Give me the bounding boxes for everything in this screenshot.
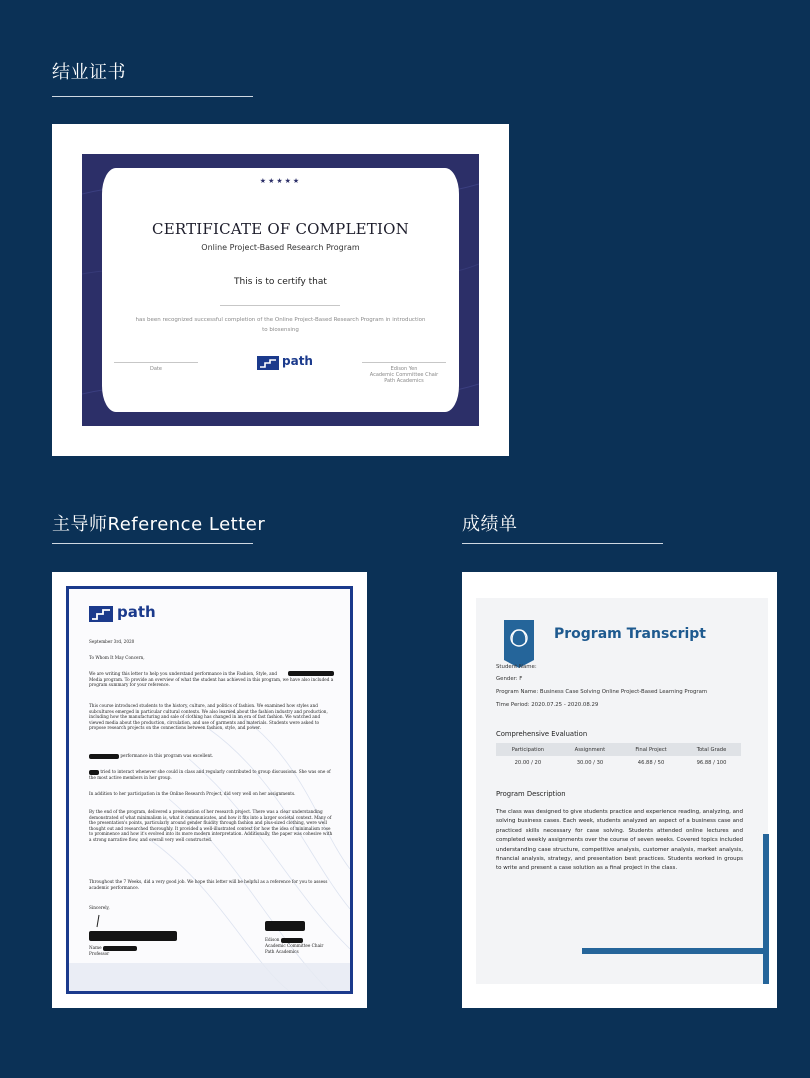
letter-date: September 3rd, 2020 (89, 639, 135, 644)
redaction-bar (281, 938, 303, 943)
name-line (220, 305, 340, 306)
letter-paragraph: tried to interact whenever she could in class and regularly contributed to group discussions. She was one of the most active members in her group. (89, 769, 331, 780)
date-line (114, 362, 198, 363)
accent-stripe (582, 948, 768, 954)
letter-paragraph: By the end of the program, delivered a presentation of her research project. There was a clear understanding demonstrated of what minimalism is, what it communicates, and how it fits into a larger societal context. Many of the presentation's points, particularly around gender fluidity through fashion and plus-sized clothing, were well thought out and researched thoroughly. It provided a well-illustrated context for how the idea of minimalism rose to prominence and how it's evolved into its more modern interpretation. Additionally, the paper was cohesive with a strong narrative flow, and overall very well constructed. (89, 809, 333, 842)
path-logo-icon (89, 606, 113, 622)
header-cell: Participation (496, 743, 560, 756)
logo-wordmark: path (282, 354, 313, 368)
evaluation-heading: Comprehensive Evaluation (496, 730, 588, 738)
description-heading: Program Description (496, 790, 566, 798)
certificate-frame (82, 154, 479, 426)
redaction-bar (288, 671, 334, 676)
redaction-bar (89, 931, 177, 941)
redaction-bar (265, 921, 305, 931)
score-cell: 30.00 / 30 (576, 760, 604, 766)
title-underline (52, 96, 253, 97)
gender-line: Gender: F (496, 676, 523, 682)
certificate-image (52, 124, 509, 456)
score-cell: 46.88 / 50 (637, 760, 665, 766)
section-title-completion: 结业证书 (52, 62, 126, 83)
path-logo (257, 354, 317, 372)
student-name-label: Student Name: (496, 664, 537, 670)
right-signer-org: Path Academics (265, 949, 299, 954)
left-signer-title: Professor (89, 951, 110, 956)
letter-footer (69, 963, 350, 991)
program-description: The class was designed to give students practice and experience reading, analyzing, and solving business cases. Each week, students analyzed an aspect of a business case and practiced skills necessary for case solving. Students attended online lectures and completed weekly assignments over the course of seven weeks. Covered topics included understanding case structure, competitive analysis, customer analysis, market analysis, financial analysis, strategy, and presentation best practices. Students worked in groups to write and present a case solution as a final project in the class. (496, 809, 743, 872)
certificate-body: has been recognized successful completion of the Online Project-Based Research Program in introduction to biosensing (135, 317, 426, 333)
table-header-row (496, 743, 741, 756)
redaction-bar (89, 754, 119, 759)
right-signer-name: Edison (265, 937, 303, 943)
section-title-reference: 主导师Reference Letter (52, 514, 266, 535)
letter-paragraph: performance in this program was excellent. (89, 753, 334, 759)
reference-letter-image (52, 572, 367, 1008)
laurel-badge-icon (504, 620, 534, 668)
certificate-title: CERTIFICATE OF COMPLETION (152, 220, 409, 238)
accent-bar (763, 834, 769, 984)
transcript-title: Program Transcript (554, 626, 706, 642)
letter-paragraph: Throughout the 7 Weeks, did a very good job. We hope this letter will be helpful as a reference for you to assess academic performance. (89, 879, 328, 890)
section-title-transcript: 成绩单 (462, 514, 518, 535)
time-period-line: Time Period: 2020.07.25 - 2020.08.29 (496, 702, 599, 708)
letter-closing: Sincerely, (89, 905, 110, 910)
table-row (496, 756, 741, 770)
program-name-line: Program Name: Business Case Solving Online Project-Based Learning Program (496, 689, 708, 695)
signature-line (362, 362, 446, 363)
letter-salutation: To Whom It May Concern, (89, 655, 145, 660)
certificate-paper (102, 168, 459, 412)
title-underline (52, 543, 253, 544)
letter-frame (66, 586, 353, 994)
logo-wordmark: path (117, 603, 156, 621)
letter-paragraph: In addition to her participation in the Online Research Project, did very well on her assignments. (89, 791, 296, 796)
certificate-subtitle: Online Project-Based Research Program (201, 243, 360, 252)
right-signer-title: Academic Committee Chair (265, 943, 324, 948)
stars-ornament: ★★★★★ (259, 177, 302, 185)
letter-paragraph: This course introduced students to the history, culture, and politics of fashion. We examined how styles and subcultures emerged in particular cultural contexts. We also learned about the fashion industry and production, including how the manufacturing and sale of clothing has changed in an era of fast fashion. We watched and viewed media about the production, circulation, and use of garments and materials. Students were asked to propose research projects on the connections between fashion, style, and power. (89, 703, 328, 731)
score-table (496, 743, 741, 770)
title-underline (462, 543, 663, 544)
score-cell: 96.88 / 100 (696, 760, 727, 766)
left-signer-name: Name (89, 945, 137, 951)
path-logo (89, 603, 159, 625)
transcript-image (462, 572, 777, 1008)
path-logo-icon (257, 356, 279, 370)
header-cell: Final Project (620, 743, 682, 756)
redaction-bar (103, 946, 137, 951)
header-cell: Total Grade (682, 743, 741, 756)
certify-text: This is to certify that (234, 277, 327, 287)
date-label: Date (150, 366, 162, 372)
score-cell: 20.00 / 20 (514, 760, 542, 766)
header-cell: Assignment (560, 743, 620, 756)
letter-paragraph: We are writing this letter to help you understand performance in the Fashion, Style, and Media program. To provide an overview of what the student has achieved in this program, we have also included a program summary for your reference. (89, 671, 334, 688)
signer-block: Edison Yen Academic Committee Chair Path Academics (369, 366, 439, 384)
